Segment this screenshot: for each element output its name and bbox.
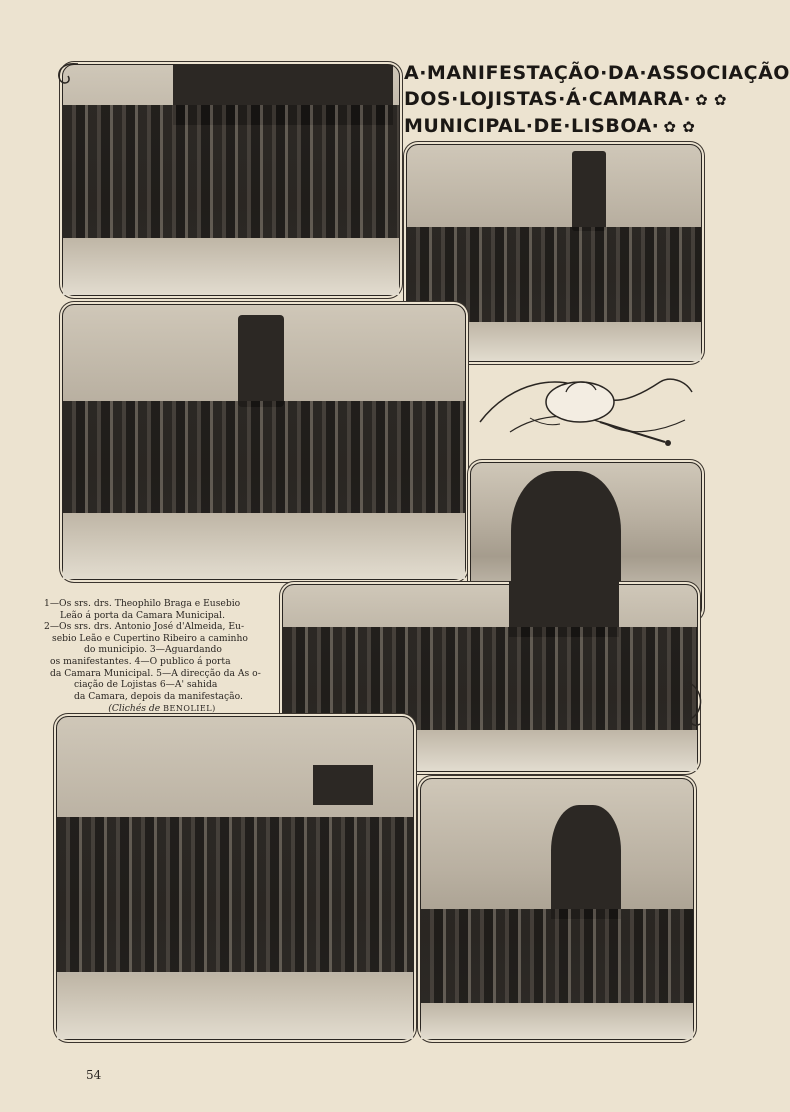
title-ornament-2: ✿ ✿ — [663, 118, 696, 136]
photo-caption — [44, 598, 280, 715]
caption-line-5: do municipio. 3—Aguardando — [84, 644, 222, 656]
caption-line-7: da Camara Municipal. 5—A direcção da As o- — [50, 667, 261, 679]
caption-line-8: ciação de Lojistas 6—A' sahida — [74, 679, 218, 691]
caption-line-1: 1—Os srs. drs. Theophilo Braga e Eusebio — [44, 598, 241, 609]
caption-line-4: sebio Leão e Cupertino Ribeiro a caminho — [52, 632, 248, 644]
photo-7 — [420, 778, 694, 1040]
article-title — [404, 60, 790, 140]
credit-name: BENOLIEL) — [163, 704, 216, 714]
photo-1 — [62, 64, 400, 296]
caption-line-3: 2—Os srs. drs. Antonio José d'Almeida, Eu- — [44, 621, 245, 633]
caption-line-2: Leão á porta da Camara Municipal. — [60, 609, 226, 621]
photo-6 — [56, 716, 414, 1040]
caption-line-9: da Camara, depois da manifestação. — [74, 690, 243, 702]
title-line-3: MUNICIPAL·DE·LISBOA· ✿ ✿ — [404, 115, 696, 137]
swan-ornament-icon — [470, 362, 702, 454]
curl-ornament-icon — [684, 680, 708, 730]
caption-line-6: os manifestantes. 4—O publico á porta — [50, 655, 231, 667]
curl-ornament-icon — [52, 60, 82, 90]
page-number: 54 — [86, 1068, 102, 1082]
credit-prefix: (Clichés de — [108, 703, 161, 715]
title-ornament-1: ✿ ✿ — [695, 91, 727, 109]
title-line-2: DOS·LOJISTAS·Á·CAMARA· ✿ ✿ — [404, 88, 727, 110]
photo-3 — [62, 304, 466, 580]
photo-credit — [44, 703, 280, 715]
title-line-1: A·MANIFESTAÇÃO·DA·ASSOCIAÇÃO — [404, 62, 790, 84]
